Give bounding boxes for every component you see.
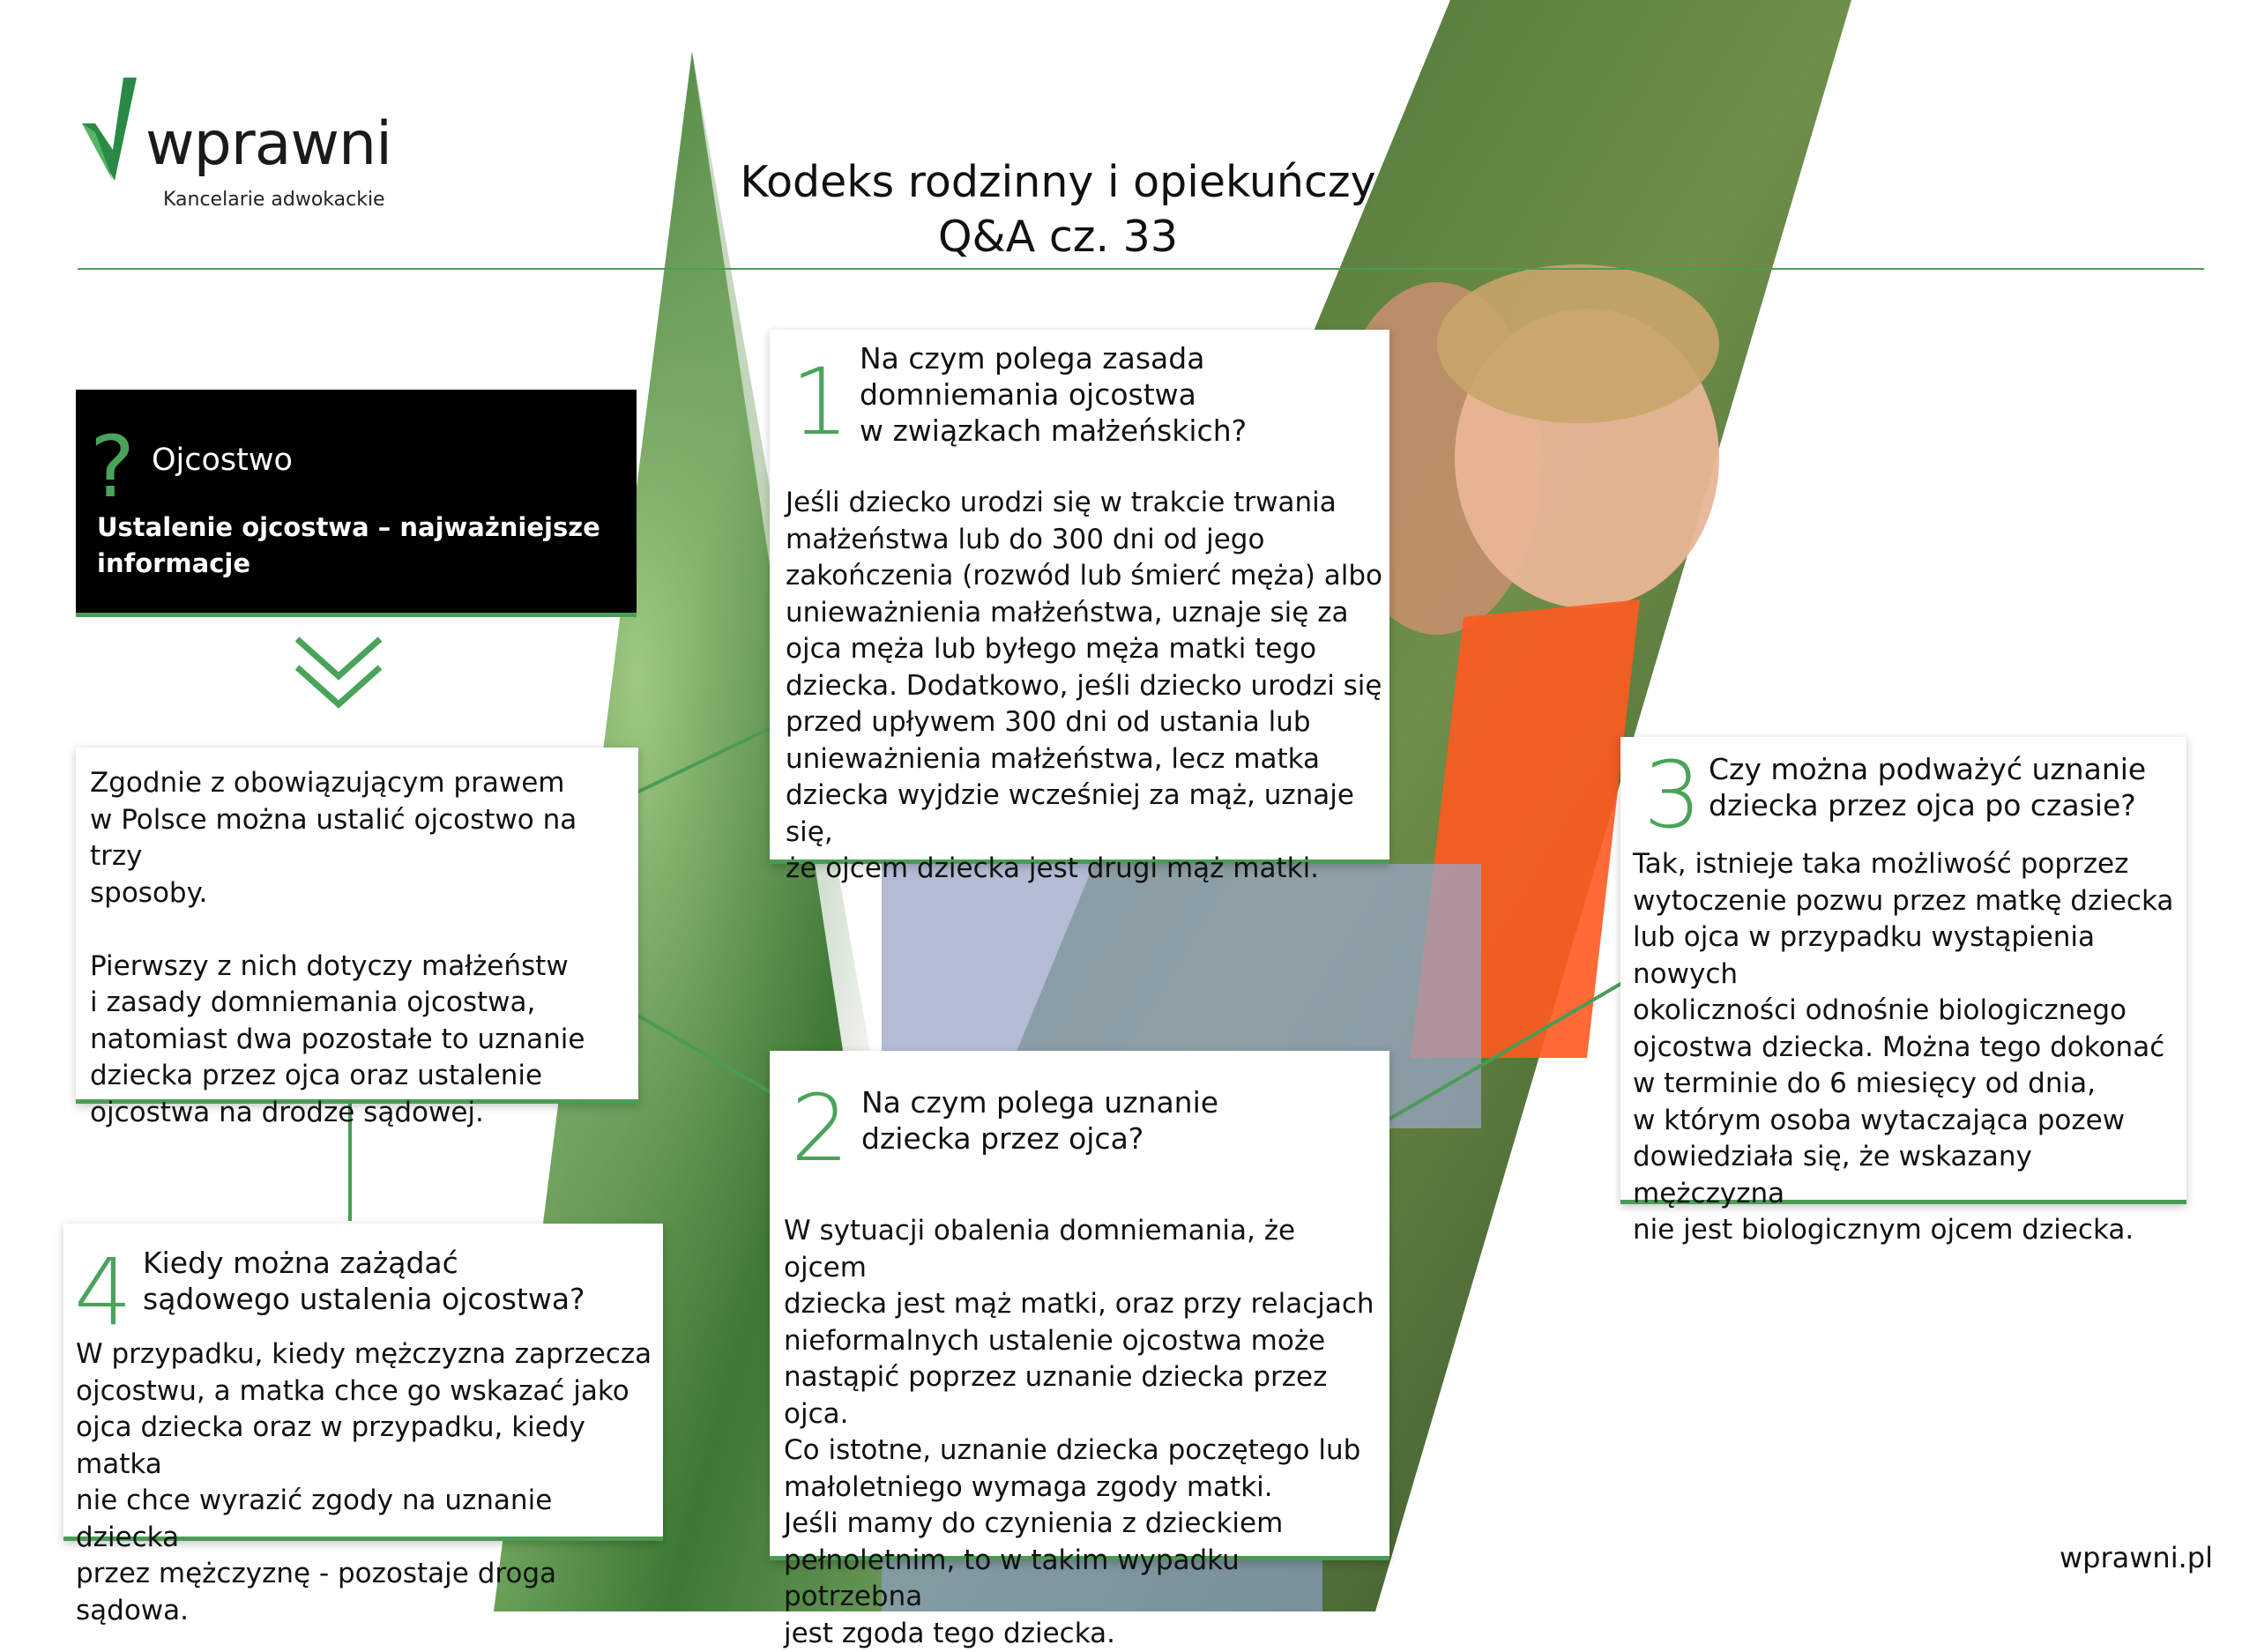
qa-number-3: 3 [1643, 741, 1702, 849]
intro-card [76, 748, 638, 1128]
qa-card-1 [770, 330, 1389, 884]
qa-number-4: 4 [74, 1239, 133, 1346]
title-line-1: Kodeks rodzinny i opiekuńczy [740, 157, 1376, 207]
qa-number-2: 2 [791, 1075, 850, 1182]
qa-answer-1: Jeśli dziecko urodzi się w trakcie trwania małżeństwa lub do 300 dni od jego zakończenia (rozwód lub śmierć męża) albo unieważnienia małżeństwa, uznaje się za ojca męża lub byłego męża matki tego dziecka. Dodatkowo, jeśli dziecko urodzi się przed upływem 300 dni od ustania lub unieważnienia małżeństwa, lecz matka dziecka wyjdzie wcześniej za mąż, uznaje się, że ojcem dziecka jest drugi mąż matki. [786, 487, 1383, 884]
title-line-2: Q&A cz. 33 [937, 212, 1179, 262]
logo-mark [82, 78, 137, 181]
qa-answer-2: W sytuacji obalenia domniemania, że ojcem dziecka jest mąż matki, oraz przy relacjach nieformalnych ustalenie ojcostwa może nastąpić poprzez uznanie dziecka przez ojca. Co istotne, uznanie dziecka poczętego lub małoletniego wymaga zgody matki. Jeśli mamy do czynienia z dzieckiem pełnoletnim, to w takim wypadku potrzebna jest zgoda tego dziecka. [784, 1215, 1374, 1649]
question-mark-icon: ? [90, 418, 135, 517]
qa-card-4 [63, 1224, 663, 1626]
double-chevron-down-icon [297, 639, 380, 704]
topic-box [76, 390, 637, 617]
qa-card-3 [1620, 737, 2186, 1246]
qa-number-1: 1 [791, 348, 850, 456]
qa-question-1: Na czym polega zasada domniemania ojcostwa w związkach małżeńskich? [860, 341, 1248, 448]
page-title [688, 155, 1428, 264]
intro-text: Zgodnie z obowiązującym prawem w Polsce można ustalić ojcostwo na trzy sposoby. Pierwszy z nich dotyczy małżeństw i zasady domniemania ojcostwa, natomiast dwa pozostałe to uznanie dziecka przez ojca oraz ustalenie ojcostwa na drodze sądowej. [90, 767, 585, 1128]
website-link[interactable]: wprawni.pl [2060, 1541, 2213, 1574]
qa-card-2 [770, 1051, 1389, 1649]
qa-answer-3: Tak, istnieje taka możliwość poprzez wytoczenie pozwu przez matkę dziecka lub ojca w przypadku wystąpienia nowych okoliczności odnośnie biologicznego ojcostwa dziecka. Można tego dokonać w terminie do 6 miesięcy od dnia, w którym osoba wytaczająca pozew dowiedziała się, że wskazany mężczyzna nie jest biologicznym ojcem dziecka. [1633, 848, 2174, 1246]
brand-tagline: Kancelarie adwokackie [163, 189, 385, 211]
qa-question-3: Czy można podważyć uznanie dziecka przez ojca po czasie? [1709, 752, 2147, 822]
topic-subtitle: Ustalenie ojcostwa – najważniejsze informacje [97, 512, 600, 578]
qa-answer-4: W przypadku, kiedy mężczyzna zaprzecza ojcostwu, a matka chce go wskazać jako ojca dziecka oraz w przypadku, kiedy matka nie chce wyrazić zgody na uznanie dziecka przez mężczyznę - pozostaje droga sądowa. [76, 1338, 652, 1626]
qa-question-4: Kiedy można zażądać sądowego ustalenia ojcostwa? [143, 1246, 585, 1316]
qa-question-2: Na czym polega uznanie dziecka przez ojca? [861, 1085, 1219, 1156]
brand-logo: wprawni [145, 109, 392, 179]
topic-label: Ojcostwo [152, 443, 293, 478]
